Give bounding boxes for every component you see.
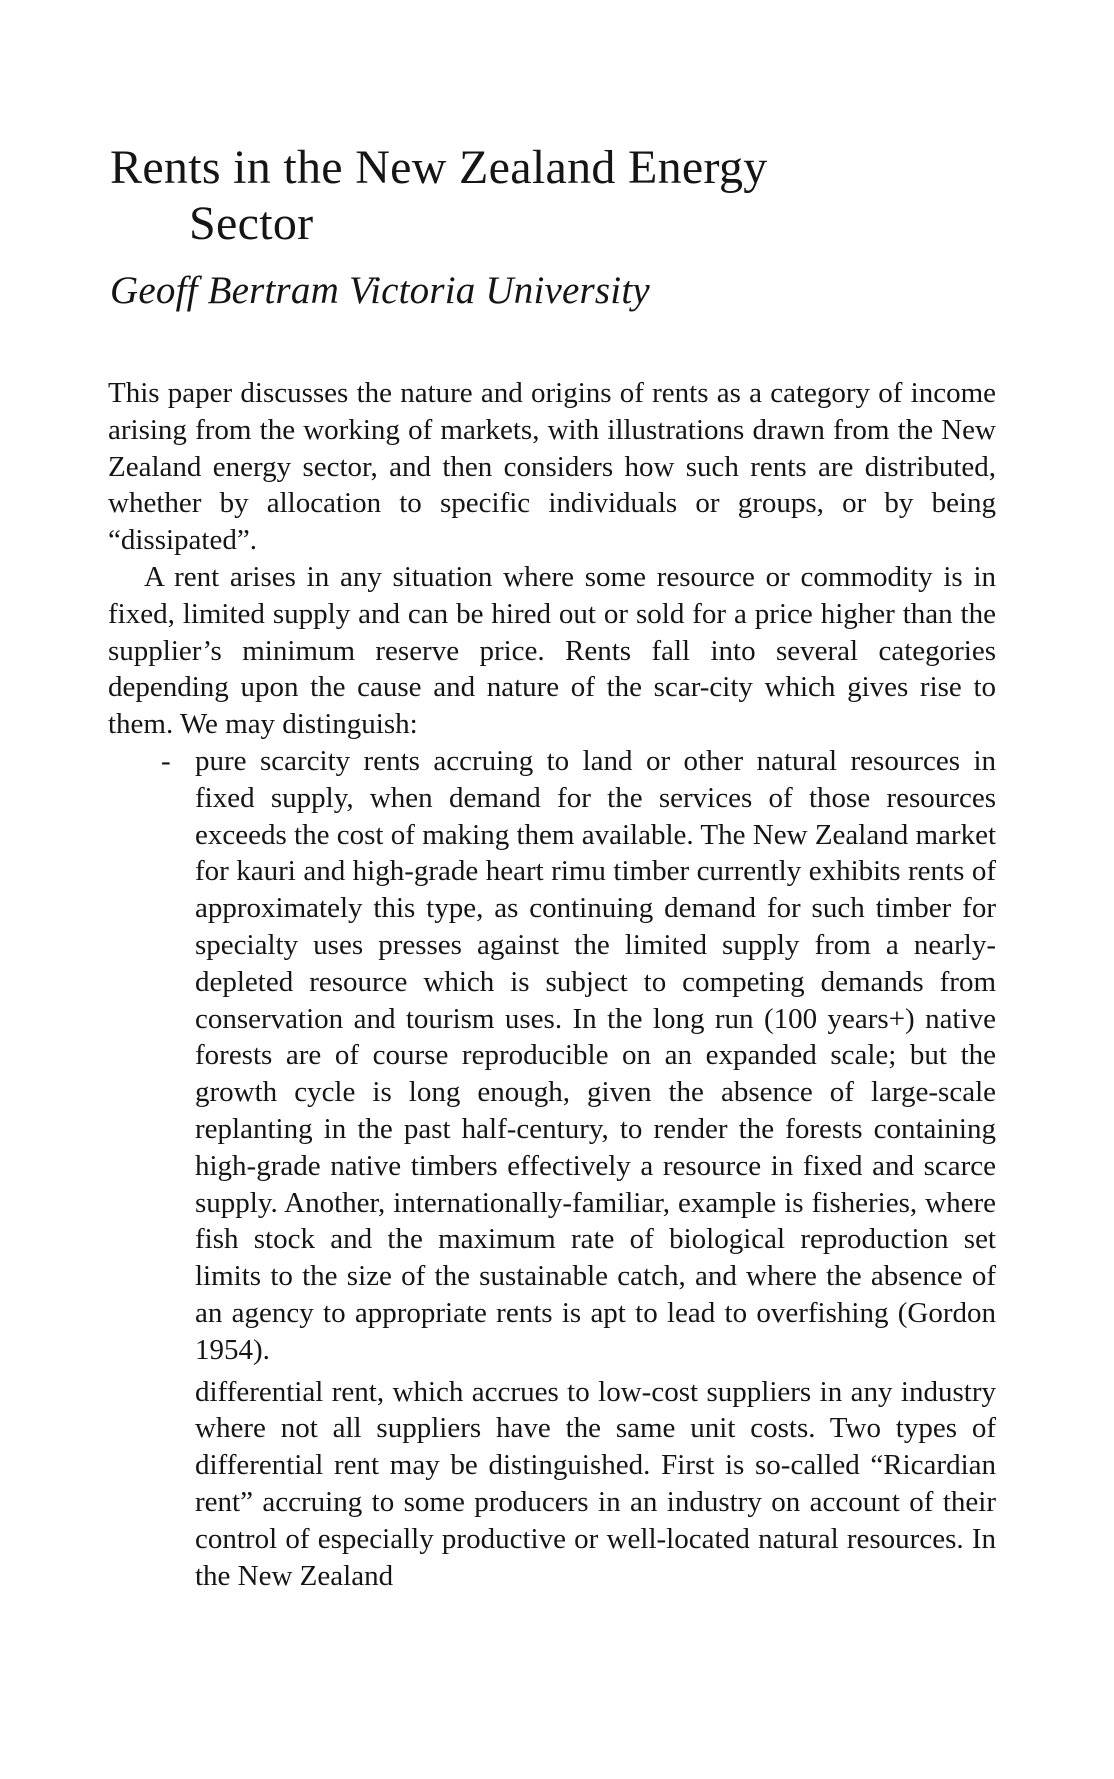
- byline: [110, 268, 650, 314]
- list-item-text: pure scarcity rents accruing to land or other natural resources in fixed supply, when demand for the services of those resources exceeds the cost of making them available. The New Zealand market for kauri and high-grade heart rimu timber currently exhibits rents of approximately this type, as continuing demand for such timber for specialty uses presses against the limited supply from a nearly-depleted resource which is subject to competing demands from conservation and tourism uses. In the long run (100 years+) native forests are of course reproducible on an expanded scale; but the growth cycle is long enough, given the absence of large-scale replanting in the past half-century, to render the forests containing high-grade native timbers effectively a resource in fixed and scarce supply. Another, internationally-familiar, example is fisheries, where fish stock and the maximum rate of biological reproduction set limits to the size of the sustainable catch, and where the absence of an agency to appropriate rents is apt to lead to overfishing (Gordon 1954).: [195, 744, 996, 1366]
- article-title: [110, 140, 890, 252]
- list-item: [108, 1374, 996, 1595]
- article-title-line-1: Rents in the New Zealand Energy: [110, 141, 768, 194]
- paragraph: This paper discusses the nature and origins of rents as a category of income arising from the working of markets, with illustrations drawn from the New Zealand energy sector, and then considers how such rents are distributed, whether by allocation to specific individuals or groups, or by being “dissipated”.: [108, 377, 996, 557]
- list-item-text: differential rent, which accrues to low-cost suppliers in any industry where not all suppliers have the same unit costs. Two types of differential rent may be distinguished. First is so-called “Ricardian rent” accruing to some producers in an industry on account of their control of especially productive or well-located natural resources. In the New Zealand: [195, 1375, 996, 1592]
- paragraph: A rent arises in any situation where some resource or commodity is in fixed, limited supply and can be hired out or sold for a price higher than the supplier’s minimum reserve price. Rents fall into several categories depending upon the cause and nature of the scar-city which gives rise to them. We may distinguish:: [108, 560, 996, 741]
- list-item: [108, 743, 996, 1369]
- article-title-line-2: Sector: [189, 197, 314, 250]
- author-name: Geoff Bertram: [110, 269, 339, 312]
- article-body: [108, 375, 996, 1594]
- rent-types-list: [108, 743, 996, 1594]
- author-affiliation: Victoria University: [348, 269, 650, 312]
- list-item-marker: -: [161, 744, 171, 777]
